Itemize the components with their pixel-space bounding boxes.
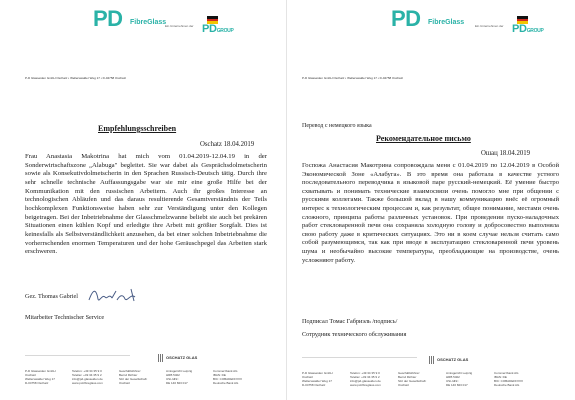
footer-cell: info@pd-glasseiden.de	[72, 377, 103, 381]
footer-cell: P-D Glasseiden GmbH	[25, 369, 56, 373]
footer-column	[302, 371, 342, 387]
group-word-suffix: GROUP	[526, 28, 544, 34]
footer-cell: Oschatz	[398, 383, 410, 387]
footer-cell: Oschatz	[25, 373, 37, 377]
footer-cell: Telefon: +49 34 35 9 0	[350, 371, 380, 375]
footer-column	[166, 369, 206, 385]
footer-cell: D-04758 Oschatz	[25, 381, 49, 385]
group-word: PD	[202, 23, 217, 35]
footer-logo-text: OSCHATZ GLAS	[166, 355, 198, 360]
footer-cell: Commerzbank AG	[213, 369, 238, 373]
letter-page-russian	[288, 0, 575, 400]
signature-image	[87, 285, 143, 307]
footer-cell: Telefax: +49 34 35 9 2	[72, 373, 102, 377]
footer-rule	[25, 355, 130, 356]
letter-date: Oschatz 18.04.2019	[200, 141, 255, 148]
group-wordmark	[512, 24, 544, 37]
group-wordmark	[202, 24, 234, 37]
footer-column	[494, 371, 534, 387]
footer-column	[350, 371, 390, 387]
footer-cell: DE 140 823 017	[166, 381, 188, 385]
footer-cell: Wellerswalder Weg 17	[25, 377, 55, 381]
footer-cell: www.pd-fibreglass.com	[350, 383, 381, 387]
group-tagline: Ein Unternehmen der	[165, 24, 194, 28]
footer-cell: info@pd-glasseiden.de	[350, 379, 381, 383]
footer-cell: Deutsche Bank AG	[494, 383, 520, 387]
sender-line: P-D Glasseiden GmbH Oschatz • Wellerswalder Weg 17 • D-04758 Oschatz	[302, 76, 404, 80]
sender-line: P-D Glasseiden GmbH Oschatz • Wellerswalder Weg 17 • D-04758 Oschatz	[25, 76, 127, 80]
oschatz-glas-mark-icon	[158, 354, 164, 362]
footer-cell: HRB 5402	[446, 375, 460, 379]
letter-body: Госпожа Анастасия Макотрина сопровождала меня с 01.04.2019 по 12.04.2019 в Особой Экономической Зоне «Алабуга». В это время она работала в качестве устного последовательного переводчика в языковой паре русский-немецкий. Её умение быстро схватывать и понимать технические взаимосвязи очень помогло мне при общении с русскими коллегами. Также большой вклад в нашу коммуникацию внёс её огромный интерес к технологическим процессам и, как результат, общее понимание, местами очень сложного, принципа работы различных установок. При проведении пуско-наладочных работ стекловаренной печи она сохраняла холодную голову и добросовестно выполняла свою работу даже в критических ситуациях. Это ни в коем случае нельзя считать само собой разумеющимся, так как при вводе в эксплуатацию стекловаренной печи уровень шума и необычайно высокие температуры, преобладающие на производстве, очень усложняют работу.	[302, 162, 559, 264]
footer-cell: Sitz der Gesellschaft:	[119, 377, 148, 381]
signer-role: Сотрудник технического обслуживания	[302, 331, 407, 338]
oschatz-glas-logo	[158, 353, 213, 363]
footer-column	[398, 371, 438, 387]
letter-title: Empfehlungsschreiben	[98, 124, 177, 133]
footer-cell: DE 140 823 017	[446, 383, 468, 387]
footer-logo-text: OSCHATZ GLAS	[437, 357, 469, 362]
pd-group-logo	[475, 13, 565, 35]
letter-body: Frau Anastasia Makotrina hat mich vom 01.04.2019-12.04.19 in der Sonderwirtschaftszone „Alabuga" begleitet. Sie war dabei als Gesprächsdolmetscherin sowie als Konsekutivdolmetscherin in den Sprachen Russisch-Deutsch tätig. Durch ihre sehr schnelle technische Auffassungsgabe war sie mir eine große Hilfe bei der Kommunikation mit den russischen Arbeitern. Auch ihr großes Interesse an technologischen Abläufen und das daraus resultierende Gesamtverständnis der Teils hochkomplexen Funktionsweise haben sehr zur Verständigung unter den Kollegen beigetragen. Bei der Inbetriebnahme der Glasschmelzwanne beliebt sie auch bei prekären Situationen einen kühlen Kopf und erledigte ihre Arbeit mit größter Sorgfalt. Dies ist keinesfalls als Selbstverständlichkeit anzusehen, da bei einer solchen Inbetriebnahme die vorherrschenden enormen Temperaturen und der hohe Geräuschpegel das Arbeiten stark erschweren.	[25, 153, 267, 256]
footer-cell: Commerzbank AG	[494, 371, 519, 375]
logo-subtitle: FibreGlass	[428, 19, 465, 26]
footer-column	[119, 369, 159, 385]
oschatz-glas-mark-icon	[429, 356, 435, 364]
footer-column	[213, 369, 253, 385]
footer-cell: USt-IdNr.:	[166, 377, 180, 381]
footer-cell: BIC: COBADEFFXXX	[213, 377, 243, 381]
letter-page-german	[0, 0, 287, 400]
footer-cell: Telefax: +49 34 35 9 2	[350, 375, 380, 379]
footer-column	[72, 369, 112, 385]
group-tagline: Ein Unternehmen der	[475, 24, 504, 28]
footer-cell: Oschatz	[302, 375, 314, 379]
footer-cell: Oschatz	[119, 381, 131, 385]
footer-cell: Geschäftsführer:	[119, 369, 142, 373]
footer-column	[25, 369, 65, 385]
footer-cell: D-04758 Oschatz	[302, 383, 326, 387]
footer-cell: Bernd Richter	[398, 375, 417, 379]
footer-column	[446, 371, 486, 387]
signer-name: Подписал Томас Габриэль /подпись/	[302, 318, 398, 325]
footer-cell: Geschäftsführer:	[398, 371, 421, 375]
footer-cell: Amtsgericht Leipzig	[446, 371, 473, 375]
logo-letters: PD	[93, 6, 123, 31]
signer-name: Gez. Thomas Gabriel	[25, 293, 78, 300]
footer-cell: www.pd-fibreglass.com	[72, 381, 103, 385]
logo-subtitle: FibreGlass	[130, 19, 167, 26]
logo-letters: PD	[391, 6, 421, 31]
footer-cell: Telefon: +49 34 35 9 0	[72, 369, 102, 373]
footer-cell: IBAN: DE	[213, 373, 226, 377]
footer-cell: IBAN: DE	[494, 375, 507, 379]
oschatz-glas-logo	[429, 355, 484, 365]
group-word-suffix: GROUP	[216, 28, 234, 34]
footer-cell: Amtsgericht Leipzig	[166, 369, 193, 373]
footer-rule	[302, 357, 417, 358]
letter-date: Ошац 18.04.2019	[481, 150, 531, 157]
footer-cell: HRB 5402	[166, 373, 180, 377]
footer-cell: Wellerswalder Weg 17	[302, 379, 332, 383]
footer-cell: Bernd Richter	[119, 373, 138, 377]
group-word: PD	[512, 23, 527, 35]
footer-cell: USt-IdNr.:	[446, 379, 460, 383]
pd-group-logo	[165, 13, 255, 35]
footer-cell: Sitz der Gesellschaft:	[398, 379, 427, 383]
footer-cell: BIC: COBADEFFXXX	[494, 379, 524, 383]
letter-title: Рекомендательное письмо	[376, 134, 471, 143]
signer-role: Mitarbeiter Technischer Service	[25, 314, 105, 321]
footer-cell: P-D Glasseiden GmbH	[302, 371, 333, 375]
footer-cell: Deutsche Bank AG	[213, 381, 239, 385]
translation-note: Перевод с немецкого языка	[302, 123, 372, 129]
